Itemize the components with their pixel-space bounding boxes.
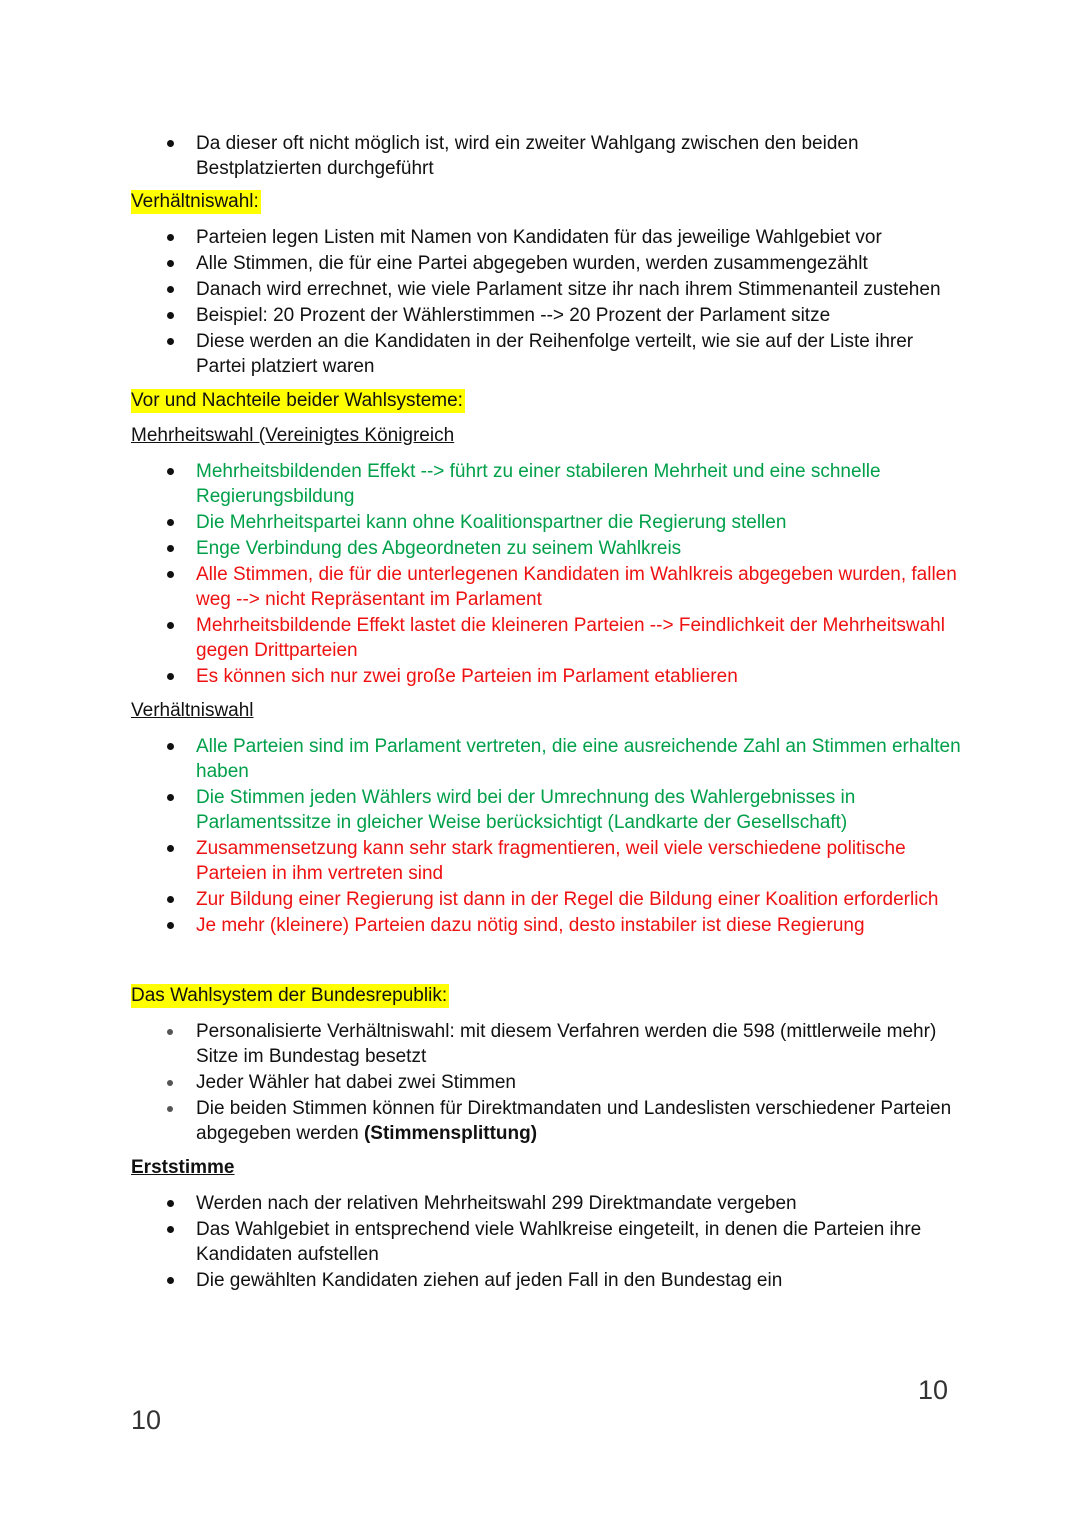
pro-item: Mehrheitsbildenden Effekt --> führt zu einer stabileren Mehrheit und eine schnelle Regierungsbildung xyxy=(131,459,961,509)
list-item: Jeder Wähler hat dabei zwei Stimmen xyxy=(131,1070,961,1095)
subheading-erststimme: Erststimme xyxy=(131,1157,235,1178)
section-heading-vor-nachteile: Vor und Nachteile beider Wahlsysteme: xyxy=(131,390,463,411)
subheading-verhaeltniswahl: Verhältniswahl xyxy=(131,700,254,721)
list-item xyxy=(131,1096,961,1146)
list-item-text: Die beiden Stimmen können für Direktmandaten und Landeslisten verschiedener Parteien abgegeben werden xyxy=(196,1098,952,1144)
bundesrepublik-list xyxy=(131,1019,961,1146)
pro-item: Die Stimmen jeden Wählers wird bei der Umrechnung des Wahlergebnisses in Parlamentssitze in gleicher Weise berücksichtigt (Landkarte der Gesellschaft) xyxy=(131,785,961,835)
list-item: Das Wahlgebiet in entsprechend viele Wahlkreise eingeteilt, in denen die Parteien ihre Kandidaten aufstellen xyxy=(131,1217,961,1267)
section-heading-bundesrepublik: Das Wahlsystem der Bundesrepublik: xyxy=(131,985,448,1006)
pro-item: Enge Verbindung des Abgeordneten zu seinem Wahlkreis xyxy=(131,536,961,561)
page-number-right: 10 xyxy=(918,1375,949,1405)
con-item: Alle Stimmen, die für die unterlegenen Kandidaten im Wahlkreis abgegeben wurden, fallen weg --> nicht Repräsentant im Parlament xyxy=(131,562,961,612)
subheading-mehrheitswahl: Mehrheitswahl (Vereinigtes Königreich xyxy=(131,425,455,446)
list-item: Da dieser oft nicht möglich ist, wird ein zweiter Wahlgang zwischen den beiden Bestplatzierten durchgeführt xyxy=(131,131,961,181)
con-item: Mehrheitsbildende Effekt lastet die kleineren Parteien --> Feindlichkeit der Mehrheitswahl gegen Drittparteien xyxy=(131,613,961,663)
verhaeltniswahl-list xyxy=(131,225,961,379)
pro-item: Alle Parteien sind im Parlament vertreten, die eine ausreichende Zahl an Stimmen erhalten haben xyxy=(131,734,961,784)
list-item: Danach wird errechnet, wie viele Parlament sitze ihr nach ihrem Stimmenanteil zustehen xyxy=(131,277,961,302)
con-item: Zur Bildung einer Regierung ist dann in der Regel die Bildung einer Koalition erforderlich xyxy=(131,887,961,912)
con-item: Zusammensetzung kann sehr stark fragmentieren, weil viele verschiedene politische Parteien in ihm vertreten sind xyxy=(131,836,961,886)
con-item: Je mehr (kleinere) Parteien dazu nötig sind, desto instabiler ist diese Regierung xyxy=(131,913,961,938)
list-item: Parteien legen Listen mit Namen von Kandidaten für das jeweilige Wahlgebiet vor xyxy=(131,225,961,250)
intro-list xyxy=(131,131,961,181)
list-item-bold-term: (Stimmensplittung) xyxy=(363,1123,538,1144)
list-item: Werden nach der relativen Mehrheitswahl 299 Direktmandate vergeben xyxy=(131,1191,961,1216)
page-content xyxy=(131,131,961,1294)
erststimme-list xyxy=(131,1191,961,1293)
page-number-left: 10 xyxy=(131,1405,162,1435)
mehrheitswahl-list xyxy=(131,459,961,689)
list-item: Diese werden an die Kandidaten in der Reihenfolge verteilt, wie sie auf der Liste ihrer Partei platziert waren xyxy=(131,329,961,379)
pro-item: Die Mehrheitspartei kann ohne Koalitionspartner die Regierung stellen xyxy=(131,510,961,535)
list-item: Beispiel: 20 Prozent der Wählerstimmen --> 20 Prozent der Parlament sitze xyxy=(131,303,961,328)
list-item: Personalisierte Verhältniswahl: mit diesem Verfahren werden die 598 (mittlerweile mehr) Sitze im Bundestag besetzt xyxy=(131,1019,961,1069)
section-heading-verhaeltniswahl: Verhältniswahl: xyxy=(131,191,259,212)
verhaeltniswahl-pros-cons-list xyxy=(131,734,961,938)
con-item: Es können sich nur zwei große Parteien im Parlament etablieren xyxy=(131,664,961,689)
list-item: Die gewählten Kandidaten ziehen auf jeden Fall in den Bundestag ein xyxy=(131,1268,961,1293)
list-item: Alle Stimmen, die für eine Partei abgegeben wurden, werden zusammengezählt xyxy=(131,251,961,276)
